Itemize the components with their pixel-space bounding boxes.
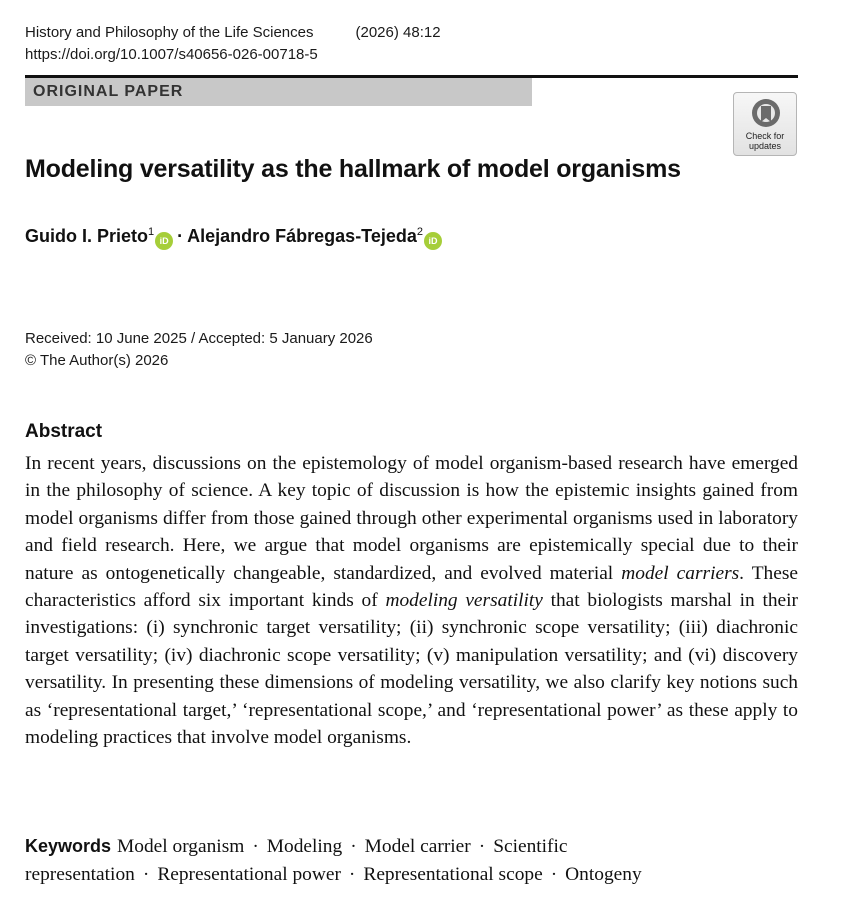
keyword-separator: · (142, 863, 150, 885)
author-affiliation: 1 (148, 226, 155, 238)
article-type-band (25, 78, 532, 106)
orcid-icon[interactable]: iD (424, 232, 442, 250)
check-for-updates-icon (750, 97, 782, 129)
keyword-item: Model carrier (364, 836, 471, 857)
doi-link[interactable]: https://doi.org/10.1007/s40656-026-00718-5 (25, 46, 318, 63)
author-separator: · (177, 226, 184, 246)
journal-name: History and Philosophy of the Life Sciences (25, 24, 314, 41)
author-name: Alejandro Fábregas-Tejeda (187, 226, 417, 246)
author-name: Guido I. Prieto (25, 226, 149, 246)
abstract-heading: Abstract (25, 421, 103, 442)
keyword-item: Ontogeny (565, 863, 642, 885)
article-type-label: ORIGINAL PAPER (33, 83, 184, 100)
abstract-emphasis: modeling versatility (385, 590, 543, 612)
abstract-text: . These characteristics afford six important kinds of (25, 562, 799, 612)
check-for-updates-line1: Check for (745, 131, 785, 141)
keyword-item: Modeling (266, 836, 343, 857)
publication-dates (25, 328, 373, 372)
paper-title: Modeling versatility as the hallmark of model organisms (25, 155, 681, 183)
abstract-text: In recent years, discussions on the epistemology of model organism-based research have emerged in the philosophy of science. A key topic of discussion is how the epistemic insights gained from model organisms differ from those gained through other experimental organisms used in laboratory and field research. Here, we argue that model organisms are epistemically special due to their nature as ontogenetically changeable, standardized, and evolved material (25, 453, 798, 584)
abstract-emphasis: model carriers (621, 562, 740, 584)
journal-info (25, 22, 441, 66)
keywords-section (25, 833, 798, 888)
abstract-text: that biologists marshal in their investigations: (i) synchronic target versatility; (ii) synchronic scope versatility; (iii) diachronic target versatility; (iv) diachronic scope versatility; (v) manipulation versatility; and (vi) discovery versatility. In presenting these dimensions of modeling versatility, we also clarify key notions such as ‘representational target,’ ‘representational scope,’ and ‘representational power’ as these apply to modeling practices that involve model organisms. (25, 590, 798, 749)
author-list (25, 226, 442, 250)
keyword-separator: · (252, 836, 259, 857)
copyright-notice: © The Author(s) 2026 (25, 352, 169, 369)
keyword-item: Scientific representation (25, 836, 568, 885)
keyword-item: Representational power (157, 863, 341, 885)
keywords-label: Keywords (25, 836, 112, 856)
keyword-item: Model organism (117, 836, 245, 857)
orcid-icon[interactable]: iD (155, 232, 173, 250)
check-for-updates-badge[interactable] (733, 92, 797, 156)
keyword-item: Representational scope (363, 863, 543, 885)
keyword-separator: · (350, 836, 357, 857)
keyword-separator: · (478, 836, 486, 857)
abstract-body (25, 450, 798, 751)
keyword-separator: · (550, 863, 558, 885)
check-for-updates-line2: updates (748, 141, 782, 151)
journal-volume: (2026) 48:12 (355, 24, 441, 41)
received-accepted-dates: Received: 10 June 2025 / Accepted: 5 January 2026 (25, 330, 373, 347)
keyword-separator: · (348, 863, 356, 885)
author-affiliation: 2 (416, 226, 423, 238)
